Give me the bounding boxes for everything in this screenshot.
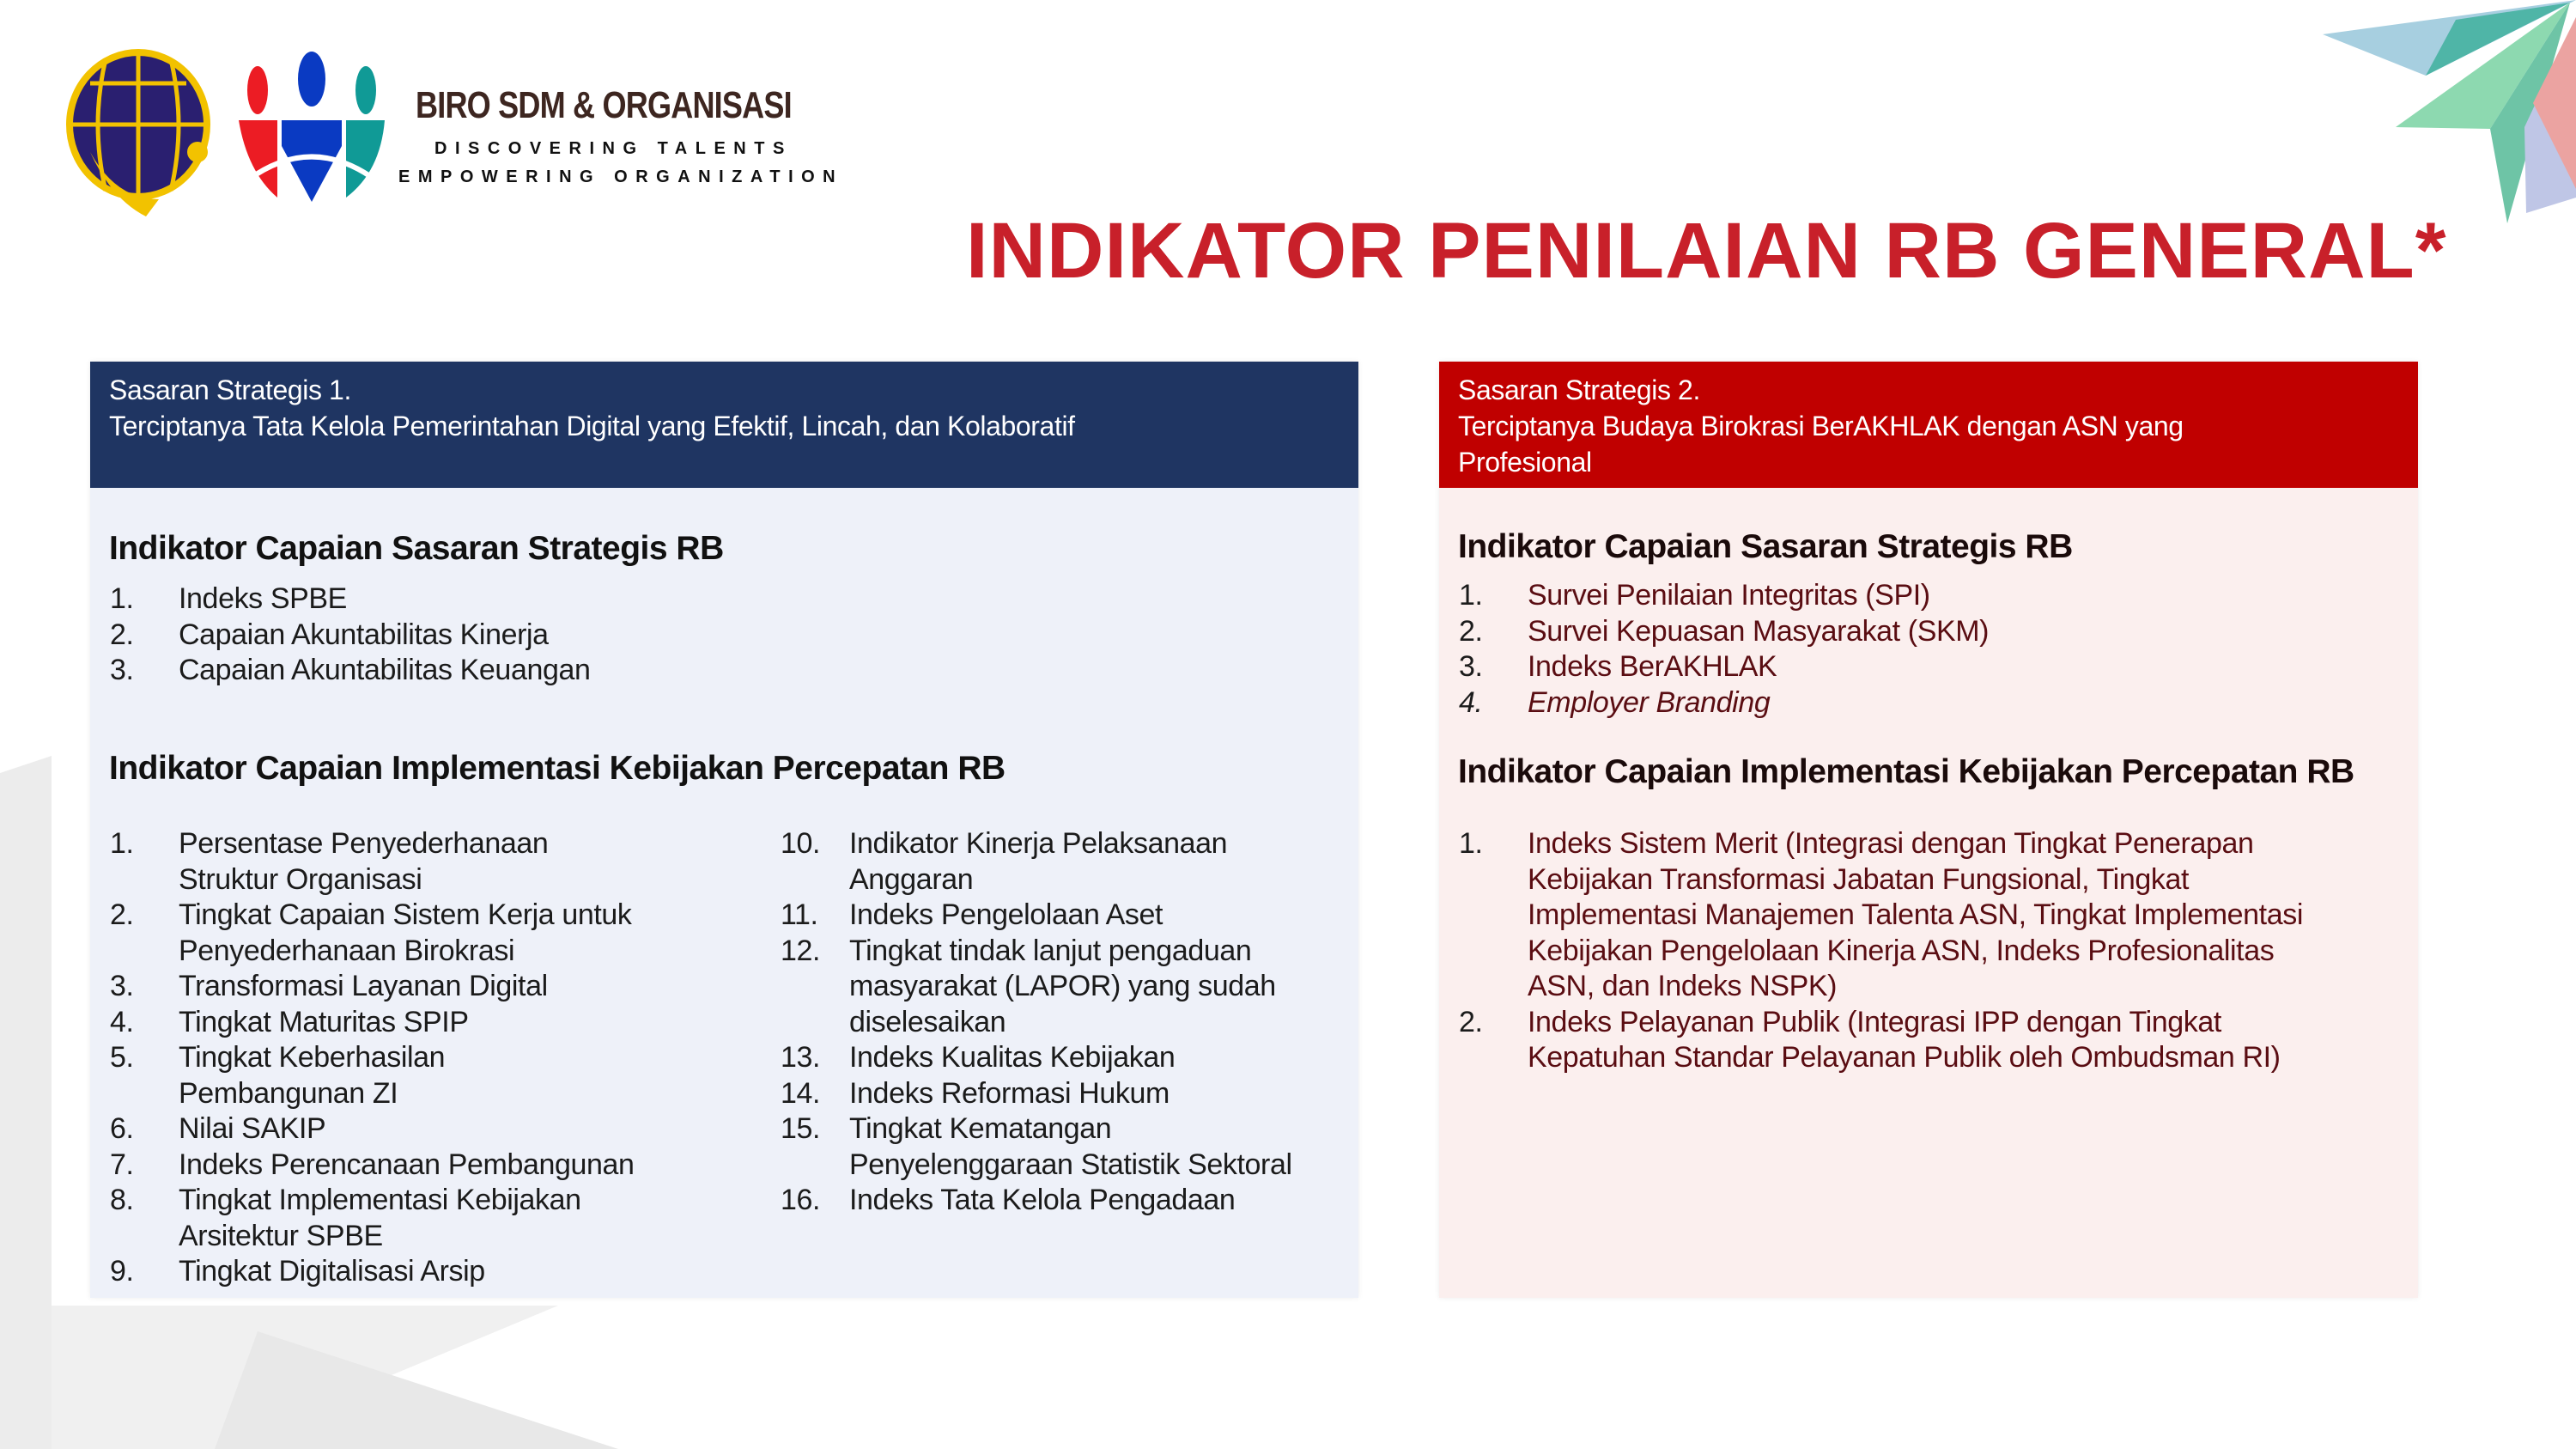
section-title-implementation-indicators: Indikator Capaian Implementasi Kebijakan Percepatan RB (109, 750, 1005, 787)
list-item-text: Capaian Akuntabilitas Kinerja (179, 618, 549, 651)
strategic-indicator-list (1459, 578, 2403, 721)
list-item (781, 1183, 1347, 1219)
list-item (1459, 1005, 2403, 1076)
list-item (110, 1183, 711, 1254)
list-item-number: 4. (1459, 685, 1483, 719)
section-title-implementation-indicators: Indikator Capaian Implementasi Kebijakan Percepatan RB (1458, 753, 2354, 790)
list-item-number: 2. (110, 618, 134, 651)
implementation-indicator-list (1459, 826, 2403, 1076)
list-item (110, 969, 711, 1005)
implementation-indicator-list-col1 (110, 826, 711, 1290)
list-item-number: 13. (781, 1041, 821, 1074)
list-item (110, 1040, 711, 1111)
list-item-text: Capaian Akuntabilitas Keuangan (179, 654, 591, 686)
list-item-number: 7. (110, 1148, 134, 1181)
list-item-number: 5. (110, 1041, 134, 1074)
list-item-text: Survei Kepuasan Masyarakat (SKM) (1528, 614, 1990, 648)
section-title-strategic-indicators: Indikator Capaian Sasaran Strategis RB (109, 530, 724, 567)
people-shield-logo (230, 52, 393, 206)
strategic-goal-2-panel (1439, 362, 2418, 1298)
list-item-number: 10. (781, 827, 821, 860)
list-item-text: Survei Penilaian Integritas (SPI) (1528, 579, 1930, 612)
list-item-text: Indeks Reformasi Hukum (849, 1076, 1170, 1110)
section-title-strategic-indicators: Indikator Capaian Sasaran Strategis RB (1458, 528, 2073, 565)
list-item (1459, 649, 2403, 685)
list-item-text: Tingkat Maturitas SPIP (179, 1005, 469, 1038)
list-item (1459, 685, 2403, 721)
list-item-number: 6. (110, 1112, 134, 1145)
list-item (110, 1005, 711, 1041)
page-title: INDIKATOR PENILAIAN RB GENERAL* (966, 207, 2447, 295)
list-item (110, 826, 711, 898)
list-item-text: Tingkat Implementasi Kebijakan Arsitektur SPBE (179, 1184, 581, 1252)
list-item-number: 2. (1459, 1005, 1483, 1038)
list-item (781, 1076, 1347, 1112)
corner-star-decoration (2323, 0, 2576, 223)
list-item-number: 9. (110, 1255, 134, 1288)
brand-tagline-2: EMPOWERING ORGANIZATION (398, 167, 844, 186)
list-item-text: Indeks Pengelolaan Aset (849, 898, 1163, 931)
list-item-number: 14. (781, 1076, 821, 1110)
list-item-text: Indeks Pelayanan Publik (Integrasi IPP dengan Tingkat Kepatuhan Standar Pelayanan Publik oleh Ombudsman RI) (1528, 1005, 2281, 1074)
list-item-text: Tingkat Kematangan Penyelenggaraan Statistik Sektoral (849, 1112, 1292, 1181)
list-item-number: 3. (110, 970, 134, 1002)
list-item-number: 16. (781, 1184, 821, 1216)
list-item-number: 1. (110, 582, 134, 615)
list-item-number: 1. (1459, 827, 1483, 860)
list-item-text: Tingkat Capaian Sistem Kerja untuk Penyederhanaan Birokrasi (179, 898, 632, 967)
list-item-text: Tingkat tindak lanjut pengaduan masyarakat (LAPOR) yang sudah diselesaikan (849, 934, 1276, 1038)
list-item-number: 1. (1459, 579, 1483, 612)
list-item (781, 898, 1347, 934)
list-item-number: 3. (110, 654, 134, 686)
list-item-number: 11. (781, 898, 818, 931)
list-item-text: Indeks BerAKHLAK (1528, 650, 1777, 683)
list-item (110, 1254, 711, 1290)
list-item-text: Indeks SPBE (179, 582, 347, 615)
list-item-text: Indikator Kinerja Pelaksanaan Anggaran (849, 827, 1228, 896)
list-item-number: 4. (110, 1005, 134, 1038)
list-item-text: Indeks Kualitas Kebijakan (849, 1041, 1176, 1074)
list-item-number: 1. (110, 827, 134, 860)
list-item (1459, 826, 2403, 1005)
list-item-number: 12. (781, 934, 821, 967)
list-item (781, 1040, 1347, 1076)
list-item-number: 3. (1459, 650, 1483, 683)
list-item (110, 1111, 711, 1148)
list-item (1459, 614, 2403, 650)
list-item (110, 1148, 711, 1184)
list-item-text: Indeks Perencanaan Pembangunan (179, 1148, 635, 1181)
list-item-text: Employer Branding (1528, 685, 1771, 719)
list-item (1459, 578, 2403, 614)
brand-name: BIRO SDM & ORGANISASI (416, 84, 792, 126)
list-item (110, 581, 1312, 618)
implementation-indicator-list-col2 (781, 826, 1347, 1219)
list-item (110, 653, 1312, 689)
strategic-goal-2-header: Sasaran Strategis 2. Terciptanya Budaya Birokrasi BerAKHLAK dengan ASN yang Profesional (1439, 362, 2418, 488)
list-item-number: 2. (110, 898, 134, 931)
list-item-text: Tingkat Keberhasilan Pembangunan ZI (179, 1041, 446, 1110)
list-item-number: 2. (1459, 614, 1483, 648)
list-item-text: Indeks Tata Kelola Pengadaan (849, 1184, 1236, 1216)
list-item-text: Tingkat Digitalisasi Arsip (179, 1255, 485, 1288)
list-item (110, 898, 711, 969)
brand-tagline-1: DISCOVERING TALENTS (434, 139, 793, 158)
list-item-text: Indeks Sistem Merit (Integrasi dengan Tingkat Penerapan Kebijakan Transformasi Jabatan Fungsional, Tingkat Implementasi Manajemen Talenta ASN, Tingkat Implementasi Kebijakan Pengelolaan Kinerja ASN, Indeks Profesionalitas ASN, dan Indeks NSPK) (1528, 827, 2303, 1002)
list-item-text: Persentase Penyederhanaan Struktur Organisasi (179, 827, 549, 896)
strategic-goal-1-header: Sasaran Strategis 1. Terciptanya Tata Kelola Pemerintahan Digital yang Efektif, Lincah, dan Kolaboratif (90, 362, 1358, 488)
strategic-goal-1-panel (90, 362, 1358, 1298)
strategic-indicator-list (110, 581, 1312, 689)
list-item (781, 934, 1347, 1041)
list-item (781, 826, 1347, 898)
list-item (110, 618, 1312, 654)
ministry-globe-logo (64, 49, 215, 216)
list-item-number: 8. (110, 1184, 134, 1216)
list-item-text: Transformasi Layanan Digital (179, 970, 548, 1002)
list-item-text: Nilai SAKIP (179, 1112, 326, 1145)
list-item-number: 15. (781, 1112, 821, 1145)
list-item (781, 1111, 1347, 1183)
